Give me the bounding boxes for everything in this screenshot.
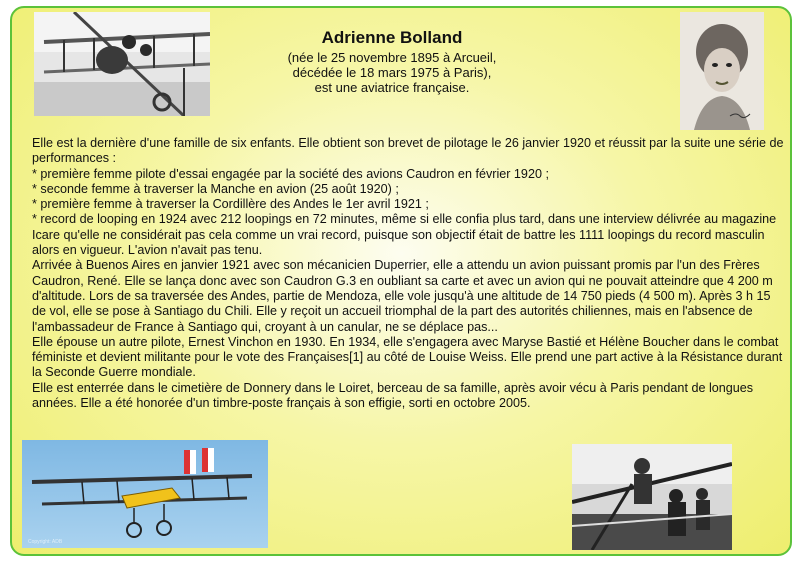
subtitle-line: est une aviatrice française.	[314, 80, 470, 95]
poster-card	[10, 6, 792, 556]
subtitle-dates	[252, 50, 532, 95]
airfield-people-photo	[572, 444, 732, 550]
subtitle-line: décédée le 18 mars 1975 à Paris),	[292, 65, 492, 80]
biography-text	[32, 136, 787, 411]
subtitle-line: (née le 25 novembre 1895 à Arcueil,	[287, 50, 497, 65]
photo-copyright: Copyright: ADB	[28, 539, 63, 545]
yellow-biplane-photo	[22, 440, 268, 548]
page-title: Adrienne Bolland	[321, 28, 463, 47]
biplane-hangar-photo	[34, 12, 210, 116]
bio-paragraph: Elle est enterrée dans le cimetière de Donnery dans le Loiret, berceau de sa famille, après avoir vécu à Paris pendant de longues années. Elle a été honorée d'un timbre-poste français à son effigie, sorti en octobre 2005.	[32, 380, 754, 411]
bio-paragraph: Elle épouse un autre pilote, Ernest Vinchon en 1930. En 1934, elle s'engagera avec Maryse Bastié et Hélène Boucher dans le combat féministe et devient militante pour le vote des Françaises[1] au côté de Louise Weiss. Elle prend une part active à la Résistance durant la Seconde Guerre mondiale.	[32, 334, 783, 380]
bio-paragraph: Arrivée à Buenos Aires en janvier 1921 avec son mécanicien Duperrier, elle a attendu un avion puissant promis par l'un des Frères Caudron, René. Elle se lança donc avec son Caudron G.3 en oubliant sa carte et avec un avion qui ne pouvait atteindre que 4 200 m d'altitude. Lors de sa traversée des Andes, partie de Mendoza, elle vole jusqu'à une altitude de 14 750 pieds (4 500 m). Après 3 h 15 de vol, elle se pose à Santiago du Chili. Elle y reçoit un accueil triomphal de la part des autorités chiliennes, mais en l'absence de l'ambassadeur de France à Santiago qui, croyant à un canular, ne se déplace pas...	[32, 258, 773, 334]
bio-paragraph: Elle est la dernière d'une famille de six enfants. Elle obtient son brevet de pilotage le 26 janvier 1920 et réussit par la suite une série de performances :	[32, 136, 784, 166]
bio-paragraph: * record de looping en 1924 avec 212 loopings en 72 minutes, même si elle confia plus tard, dans une interview délivrée au magazine Icare qu'elle ne considérait pas cela comme un vrai record, puisque son objectif était de battre les 1111 loopings du record masculin alors en vigueur. L'avion n'avait pas tenu.	[32, 212, 777, 258]
aviatrix-portrait-photo	[680, 12, 764, 130]
bio-paragraph: * première femme pilote d'essai engagée par la société des avions Caudron en février 1920 ;	[32, 166, 549, 181]
bio-paragraph: * première femme à traverser la Cordillère des Andes le 1er avril 1921 ;	[32, 197, 429, 212]
bio-paragraph: * seconde femme à traverser la Manche en avion (25 août 1920) ;	[32, 181, 399, 196]
